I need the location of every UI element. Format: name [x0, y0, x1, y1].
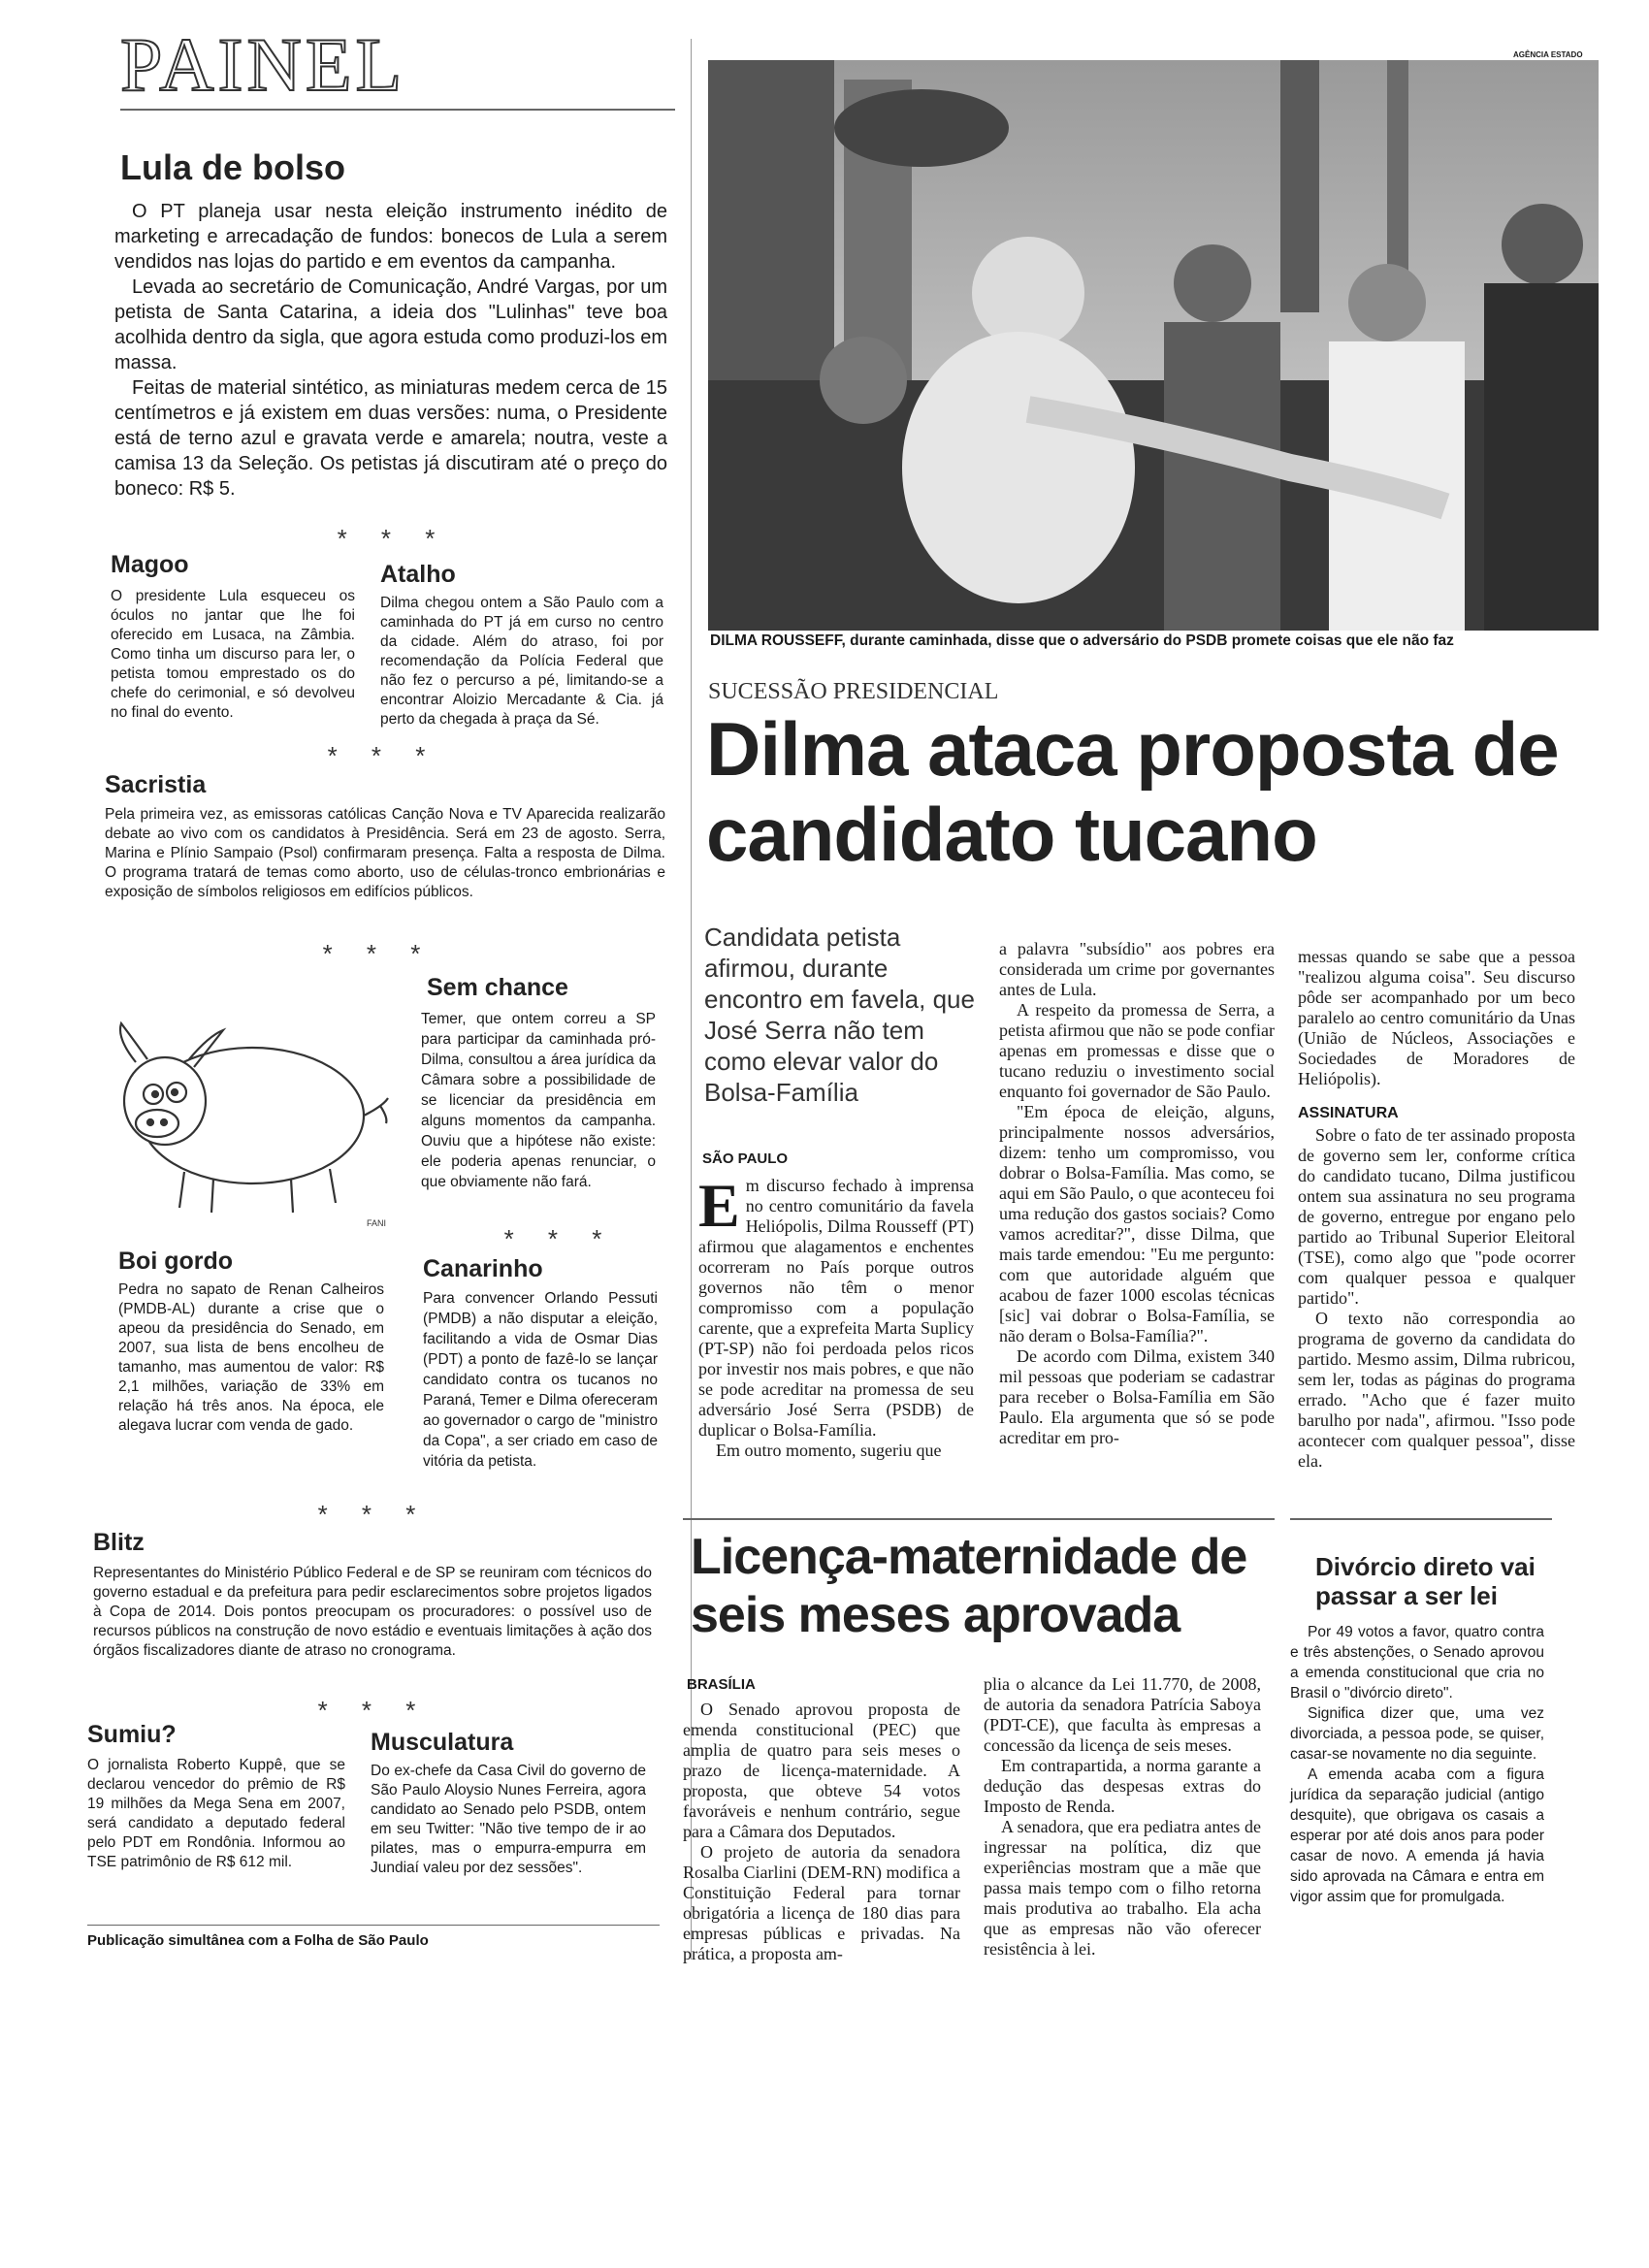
story-kicker: SUCESSÃO PRESIDENCIAL — [708, 679, 999, 704]
boi-gordo-heading: Boi gordo — [118, 1247, 234, 1275]
story-subhead: ASSINATURA — [1298, 1105, 1399, 1121]
col3-paragraph: messas quando se sabe que a pessoa "realizou alguma coisa". Seu discurso pôde ser acompanhado por um beco paralelo ao centro comunitário da Unas (União de Núcleos, Associações e Sociedades de Moradores de Heliópolis). — [1298, 947, 1575, 1088]
second-dateline: BRASÍLIA — [687, 1676, 756, 1693]
separator: * * * — [317, 1500, 430, 1529]
column-title: PAINEL — [120, 22, 406, 107]
photo-caption — [710, 632, 1593, 650]
second-col1 — [683, 1700, 960, 1964]
story-col1 — [698, 1171, 974, 1461]
story-col2 — [999, 939, 1275, 1448]
lead-heading: Lula de bolso — [120, 147, 346, 187]
news-photo — [708, 60, 1599, 631]
sem-chance-text: Temer, que ontem correu a SP para participar da caminhada pró-Dilma, consultou a área jurídica da Câmara sobre a possibilidade de se licenciar da presidência em alguns momentos da campanha. Ouviu que a hipótese não existe: ele poderia apenas renunciar, o que obviamente não fará. — [421, 1011, 656, 1190]
dateline: SÃO PAULO — [702, 1150, 789, 1167]
col2-paragraph: A respeito da promessa de Serra, a petista afirmou que não se pode confiar apenas em promessas e disse que o tucano reduziu o investimento social enquanto foi governador de São Paulo. — [999, 1000, 1275, 1101]
drop-cap: E — [698, 1171, 740, 1240]
boi-gordo-text: Pedra no sapato de Renan Calheiros (PMDB-AL) durante a crise que o apeou da presidência do Senado, em 2007, sua lista de bens encolheu de tamanho, mas aumentou de valor: R$ 2,1 milhões, variação de 33% em relação há três anos. Na época, ele alegava lucrar com venda de gado. — [118, 1281, 384, 1434]
sacristia-text: Pela primeira vez, as emissoras católicas Canção Nova e TV Aparecida realizarão debate ao vivo com os candidatos à Presidência. Será em 23 de agosto. Serra, Marina e Plínio Sampaio (Psol) confirmaram presença. Falta a resposta de Dilma. O programa tratará de temas como aborto, uso de células-tronco embrionárias e exposição de símbolos religiosos em edifícios públicos. — [105, 806, 665, 900]
second-paragraph: plia o alcance da Lei 11.770, de 2008, de autoria da senadora Patrícia Saboya (PDT-CE), que faculta às empresas a concessão da licença de seis meses. — [984, 1674, 1261, 1755]
title-rule — [120, 109, 675, 111]
story-headline: Dilma ataca proposta de candidato tucano — [706, 706, 1559, 877]
separator: * * * — [503, 1224, 616, 1253]
col3-paragraph: Sobre o fato de ter assinado proposta de governo sem ler, conforme crítica do candidato tucano, Dilma justificou ontem sua assinatura no seu programa de governo, entregue por engano pelo partido ao Tribunal Superior Eleitoral (TSE), como algo que "pode ocorrer com qualquer pessoa e qualquer partido". — [1298, 1125, 1575, 1308]
column-footer: Publicação simultânea com a Folha de São Paulo — [87, 1932, 429, 1949]
magoo-heading: Magoo — [111, 551, 189, 578]
story-deck: Candidata petista afirmou, durante encontro em favela, que José Serra não tem como elevar valor do Bolsa-Família — [704, 923, 975, 1107]
lead-paragraph: O PT planeja usar nesta eleição instrumento inédito de marketing e arrecadação de fundos: bonecos de Lula a serem vendidos nas lojas do partido e em eventos da campanha. — [114, 201, 667, 273]
blitz-heading: Blitz — [93, 1529, 145, 1556]
second-paragraph: A senadora, que era pediatra antes de ingressar na política, diz que experiências mostram que a mãe que passa mais tempo com o filho retorna mais produtiva ao trabalho. Ela acha que as empresas não vão oferecer resistência à lei. — [984, 1817, 1261, 1959]
col1-paragraph: Em outro momento, sugeriu que — [716, 1441, 942, 1460]
col3-paragraph: O texto não correspondia ao programa de governo da candidata do partido. Mesmo assim, Dilma rubricou, sem ler, todas as páginas do programa errado. "Acho que é fazer muito barulho por nada", afirmou. "Isso pode acontecer com qualquer pessoa", disse ela. — [1298, 1309, 1575, 1471]
cartoon-signature: FANI — [367, 1218, 387, 1228]
third-paragraph: A emenda acaba com a figura jurídica da separação judicial (antigo desquite), que obrigava os casais a esperar por até dois anos para poder casar de novo. A emenda já havia sido aprovada na Câmara e entra em vigor assim que for promulgada. — [1290, 1766, 1544, 1905]
canarinho-text: Para convencer Orlando Pessuti (PMDB) a não disputar a eleição, facilitando a vida de Osmar Dias (PDT) a ponto de fazê-lo se lançar candidato contra os tucanos no Paraná, Temer e Dilma ofereceram ao governador o cargo de "ministro da Copa", a ser criado em caso de vitória da petista. — [423, 1290, 658, 1470]
magoo-text: O presidente Lula esqueceu os óculos no jantar que lhe foi oferecido em Lusaca, na Zâmbia. Como tinha um discurso para ler, o petista tomou emprestado os do chefe do cerimonial, e só devolveu no final do evento. — [111, 588, 355, 721]
canarinho-heading: Canarinho — [423, 1255, 543, 1282]
footer-rule — [87, 1925, 660, 1926]
lead-paragraph: Feitas de material sintético, as miniaturas medem cerca de 15 centímetros e já existem em duas versões: numa, o Presidente está de terno azul e gravata verde e amarela; noutra, veste a camisa 13 da Seleção. Os petistas já discutiram até o preço do boneco: R$ 5. — [114, 377, 667, 500]
musculatura-heading: Musculatura — [371, 1729, 514, 1756]
second-paragraph: O projeto de autoria da senadora Rosalba Ciarlini (DEM-RN) modifica a Constituição Federal para tornar obrigatória a licença de 180 dias para empresas públicas e privadas. Na prática, a proposta am- — [683, 1842, 960, 1963]
story-col3 — [1298, 947, 1575, 1472]
second-col2 — [984, 1674, 1261, 1960]
cartoon-illustration — [97, 1009, 398, 1227]
sumiu-heading: Sumiu? — [87, 1721, 177, 1748]
atalho-text: Dilma chegou ontem a São Paulo com a caminhada do PT já em curso no centro da cidade. Além do atraso, foi por recomendação da Polícia Federal que não fez o percurso a pé, limitando-se a encontrar Aloizio Mercadante & Cia. já perto da chegada à praça da Sé. — [380, 595, 663, 728]
separator: * * * — [327, 741, 439, 770]
third-paragraph: Significa dizer que, uma vez divorciada, a pessoa pode, se quiser, casar-se novamente no dia seguinte. — [1290, 1705, 1544, 1763]
separator: * * * — [322, 939, 435, 968]
blitz-text: Representantes do Ministério Público Federal e de SP se reuniram com técnicos do governo estadual e da prefeitura para pedir esclarecimentos sobre projetos ligados à Copa de 2014. Dois pontos preocupam os procuradores: o possível uso de recursos públicos na construção de novo estádio e eventuais limitações à ação dos órgãos fiscalizadores diante de atraso no cronograma. — [93, 1565, 652, 1659]
second-headline: Licença-maternidade de seis meses aprovada — [691, 1529, 1247, 1643]
third-paragraph: Por 49 votos a favor, quatro contra e três abstenções, o Senado aprovou a emenda constitucional que cria no Brasil o "divórcio direto". — [1290, 1624, 1544, 1701]
col2-paragraph: "Em época de eleição, alguns, principalmente nossos adversários, dizem: tenho um compromisso, vou dobrar o Bolsa-Família. Mas como, se aqui em São Paulo, o que aconteceu foi uma redução dos gastos sociais? Como vamos acreditar?", disse Dilma, que mais tarde emendou: "Eu me pergunto: com que autoridade alguém que acabou de fazer 1000 escolas técnicas [sic] vai dobrar o Bolsa-Família, se não deram o Bolsa-Família?". — [999, 1102, 1275, 1345]
third-body — [1290, 1622, 1544, 1907]
column-divider — [691, 39, 692, 1960]
sem-chance-heading: Sem chance — [427, 974, 568, 1001]
atalho-heading: Atalho — [380, 561, 456, 588]
separator: * * * — [337, 524, 449, 553]
third-headline: Divórcio direto vai passar a ser lei — [1315, 1552, 1536, 1610]
lead-paragraph: Levada ao secretário de Comunicação, André Vargas, por um petista de Santa Catarina, a ideia dos "Lulinhas" teve boa acolhida dentro da sigla, que agora estuda como produzi-los em massa. — [114, 276, 667, 373]
second-paragraph: O Senado aprovou proposta de emenda constitucional (PEC) que amplia de quatro para seis meses o prazo de licença-maternidade. A proposta, que obteve 54 votos favoráveis e nenhum contrário, segue para a Câmara dos Deputados. — [683, 1700, 960, 1841]
sumiu-text: O jornalista Roberto Kuppê, que se declarou vencedor do prêmio de R$ 19 milhões da Mega Sena em 2007, será candidato a deputado federal pelo PDT em Rondônia. Informou ao TSE patrimônio de R$ 612 mil. — [87, 1757, 345, 1870]
caption-name: DILMA ROUSSEFF, — [710, 632, 846, 649]
second-paragraph: Em contrapartida, a norma garante a dedução das despesas extras do Imposto de Renda. — [984, 1756, 1261, 1816]
section-rule — [1290, 1518, 1552, 1520]
caption-text: durante caminhada, disse que o adversário do PSDB promete coisas que ele não faz — [850, 632, 1454, 649]
musculatura-text: Do ex-chefe da Casa Civil do governo de São Paulo Aloysio Nunes Ferreira, agora candidato ao Senado pelo PSDB, ontem em seu Twitter: "Não tive tempo de ir ao pilates, mas o empurra-empurra em Jundiaí valeu por dez sessões". — [371, 1763, 646, 1876]
separator: * * * — [317, 1696, 430, 1725]
photo-credit: AGÊNCIA ESTADO — [1513, 50, 1583, 59]
section-rule — [683, 1518, 1275, 1520]
lead-body — [114, 199, 667, 502]
col2-paragraph: a palavra "subsídio" aos pobres era considerada um crime por governantes antes de Lula. — [999, 939, 1275, 999]
sacristia-heading: Sacristia — [105, 771, 207, 798]
col1-paragraph: m discurso fechado à imprensa no centro comunitário da favela Heliópolis, Dilma Rousseff (PT) afirmou que alagamentos e enchentes ocorreram no País porque outros governos não têm o menor compromisso com a população carente, que a exprefeita Marta Suplicy (PT-SP) não foi perdoada pelos ricos por investir nos mais pobres, e que não se pode acreditar na promessa de seu adversário José Serra (PSDB) de duplicar o Bolsa-Família. — [698, 1176, 974, 1440]
col2-paragraph: De acordo com Dilma, existem 340 mil pessoas que poderiam se cadastrar para receber o Bolsa-Família em São Paulo. Ela argumenta que só se pode acreditar em pro- — [999, 1346, 1275, 1447]
